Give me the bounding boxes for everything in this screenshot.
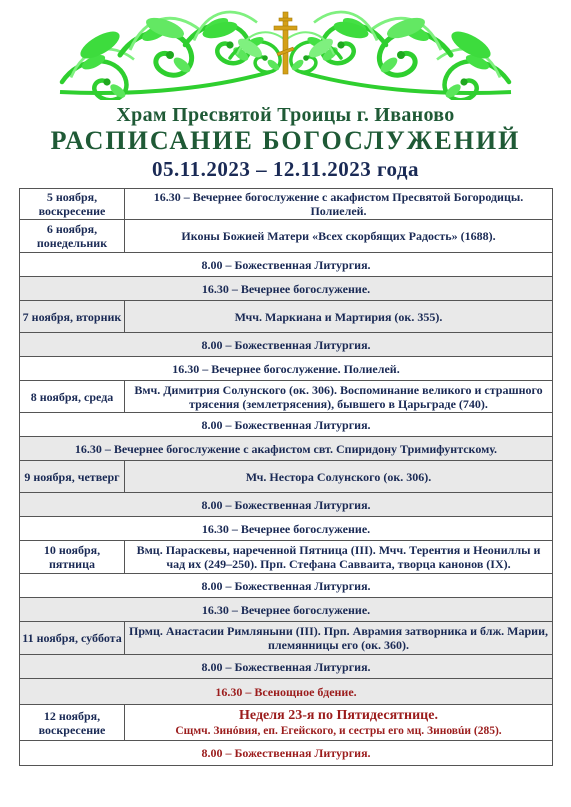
table-row bbox=[20, 598, 553, 622]
table-row bbox=[20, 253, 553, 277]
service-cell: 16.30 – Всенощное бдение. bbox=[20, 679, 553, 705]
table-row bbox=[20, 574, 553, 598]
table-row bbox=[20, 413, 553, 437]
service-cell: 8.00 – Божественная Литургия. bbox=[20, 493, 553, 517]
service-cell: 16.30 – Вечернее богослужение. bbox=[20, 598, 553, 622]
ornament-right bbox=[285, 12, 511, 100]
day-cell: 5 ноября, воскресение bbox=[20, 189, 125, 220]
service-cell: Вмц. Параскевы, нареченной Пятница (III). Мчч. Терентия и Неониллы и чад их (249–250). Прп. Стефана Савваита, творца канонов (IX). bbox=[125, 541, 553, 574]
service-cell: Мч. Нестора Солунского (ок. 306). bbox=[125, 461, 553, 493]
service-cell: 16.30 – Вечернее богослужение. bbox=[20, 277, 553, 301]
table-row bbox=[20, 622, 553, 655]
sunday-commemoration: Сщмч. Зинóвия, еп. Егейского, и сестры его мц. Зиновúи (285). bbox=[175, 724, 502, 737]
service-cell: Мчч. Маркиана и Мартирия (ок. 355). bbox=[125, 301, 553, 333]
service-cell: Прмц. Анастасии Римляныни (III). Прп. Аврамия затворника и блж. Марии, племянницы его (ок. 360). bbox=[125, 622, 553, 655]
service-cell: Иконы Божией Матери «Всех скорбящих Радость» (1688). bbox=[125, 220, 553, 253]
table-row bbox=[20, 493, 553, 517]
service-cell: 16.30 – Вечернее богослужение. Полиелей. bbox=[20, 357, 553, 381]
table-row bbox=[20, 301, 553, 333]
day-cell: 11 ноября, суббота bbox=[20, 622, 125, 655]
service-cell: 16.30 – Вечернее богослужение с акафистом свт. Спиридону Тримифунтскому. bbox=[20, 437, 553, 461]
service-cell: 8.00 – Божественная Литургия. bbox=[20, 413, 553, 437]
schedule-table bbox=[19, 188, 553, 766]
table-row bbox=[20, 220, 553, 253]
service-cell: 8.00 – Божественная Литургия. bbox=[20, 741, 553, 766]
table-row bbox=[20, 655, 553, 679]
table-row bbox=[20, 381, 553, 413]
table-row bbox=[20, 189, 553, 220]
day-cell: 9 ноября, четверг bbox=[20, 461, 125, 493]
service-cell: 16.30 – Вечернее богослужение. bbox=[20, 517, 553, 541]
service-cell: 8.00 – Божественная Литургия. bbox=[20, 333, 553, 357]
schedule-title: РАСПИСАНИЕ БОГОСЛУЖЕНИЙ bbox=[50, 126, 521, 155]
service-cell bbox=[125, 705, 553, 741]
table-row bbox=[20, 679, 553, 705]
day-cell: 12 ноября, воскресение bbox=[20, 705, 125, 741]
service-cell: 16.30 – Вечернее богослужение с акафистом Пресвятой Богородицы. Полиелей. bbox=[125, 189, 553, 220]
table-row bbox=[20, 705, 553, 741]
schedule-dates: 05.11.2023 – 12.11.2023 года bbox=[152, 157, 419, 181]
table-row bbox=[20, 277, 553, 301]
table-row bbox=[20, 357, 553, 381]
table-row bbox=[20, 541, 553, 574]
day-cell: 10 ноября, пятница bbox=[20, 541, 125, 574]
church-name: Храм Пресвятой Троицы г. Иваново bbox=[116, 104, 455, 126]
day-cell: 8 ноября, среда bbox=[20, 381, 125, 413]
table-row bbox=[20, 333, 553, 357]
day-cell: 6 ноября, понедельник bbox=[20, 220, 125, 253]
table-row bbox=[20, 437, 553, 461]
table-row bbox=[20, 517, 553, 541]
day-cell: 7 ноября, вторник bbox=[20, 301, 125, 333]
service-cell: 8.00 – Божественная Литургия. bbox=[20, 655, 553, 679]
table-row bbox=[20, 461, 553, 493]
floral-ornament bbox=[0, 0, 571, 100]
service-cell: Вмч. Димитрия Солунского (ок. 306). Воспоминание великого и страшного трясения (землетрясения), бывшего в Царьграде (740). bbox=[125, 381, 553, 413]
sunday-title: Неделя 23-я по Пятидесятнице. bbox=[239, 707, 438, 723]
ornament-left bbox=[60, 12, 286, 100]
service-cell: 8.00 – Божественная Литургия. bbox=[20, 253, 553, 277]
table-row bbox=[20, 741, 553, 766]
service-cell: 8.00 – Божественная Литургия. bbox=[20, 574, 553, 598]
